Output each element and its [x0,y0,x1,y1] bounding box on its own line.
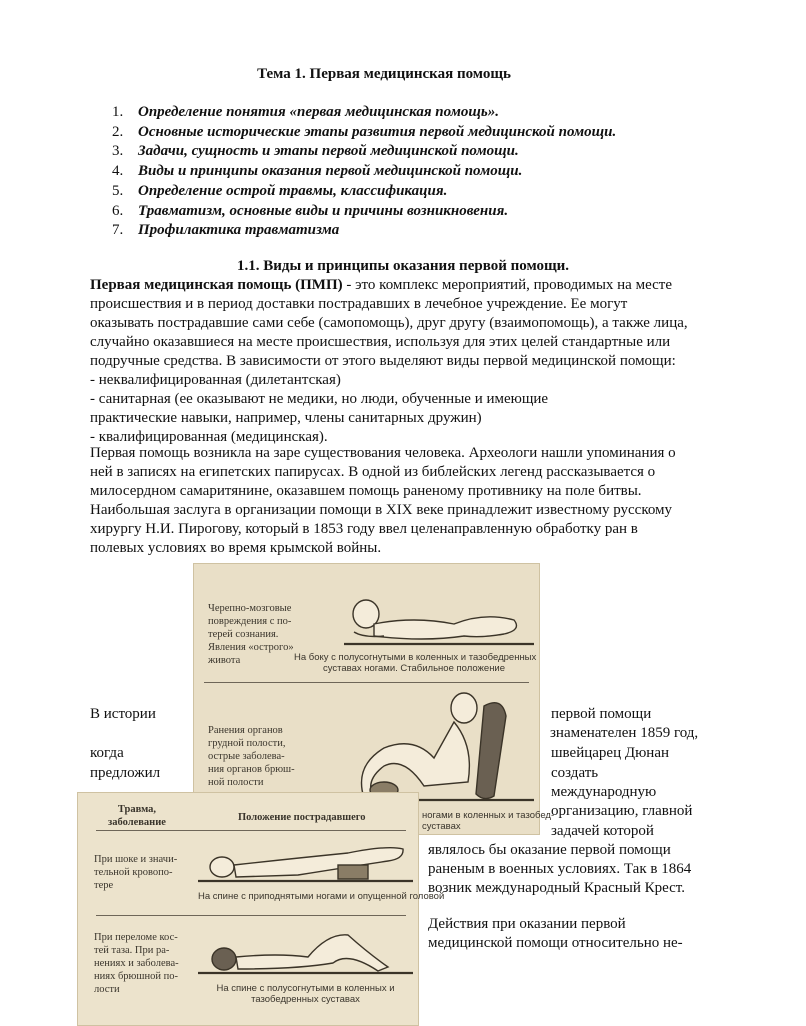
wrap-text-left: В истории [90,706,156,722]
topics-list [112,103,616,241]
supine-knees-bent-figure [198,923,413,979]
wrap-text-right: швейцарец Дюнан [551,745,670,761]
figure-bottom [77,792,445,1026]
figure-bottom-label-1: При шоке и значи- тельной кровопо- тере [94,854,178,891]
wrap-text-right: знаменателен 1859 год, [550,725,699,741]
wrap-text-continued: медицинской помощи относительно не- [428,935,683,951]
list-item: 2. Основные исторические этапы развития первой медицинской помощи. [112,123,617,140]
list-item: 7. Профилактика травматизма [112,222,340,239]
wrap-text-right: задачей которой [551,823,654,839]
side-lying-figure [344,586,534,650]
wrap-text-continued: раненым в военных условиях. Так в 1864 [428,861,692,877]
half-sitting-figure [344,686,534,806]
list-item: 6. Травматизм, основные виды и причины возникновения. [112,202,509,219]
divider [204,682,529,683]
wrap-text-continued: Действия при оказании первой [428,916,626,932]
figure-top-caption-2: ногами в коленных и тазобед- суставах [422,810,555,832]
figure-bottom-caption-1: На спине с приподнятыми ногами и опущенной головой [198,891,445,902]
divider [96,915,406,916]
supine-legs-raised-figure [198,837,413,887]
figure-top-caption-1: На боку с полусогнутыми в коленных и тазобедренных суставах ногами. Стабильное положение [294,652,537,674]
list-item: 5. Определение острой травмы, классификация. [112,182,448,199]
wrap-text-left: предложил [90,765,161,781]
column-header-position: Положение пострадавшего [238,812,366,823]
definition-paragraph: Первая медицинская помощь (ПМП) - это комплекс мероприятий, проводимых на месте происшествия и в период доставки пострадавших в лечебное учреждение. Ее могут оказывать пострадавшие сами себе (самопомощь), друг другу (взаимопомощь), а также лица, случайно оказавшиеся на месте происшествия, используя для этих целей стандартные или подручные средства. В зависимости от этого выделяют виды первой медицинской помощи: - неквалифицированная (дилетантская) - санитарная (ее оказывают не медики, но люди, обученные и имеющие практические навыки, например, члены санитарных дружин) - квалифицированная (медицинская). [90,277,688,445]
figure-top-label-1: Черепно-мозговые повреждения с по- терей сознания. Явления «острого» живота [208,603,294,666]
column-header-condition: Травма, заболевание [108,804,166,828]
list-item: 3. Задачи, сущность и этапы первой медицинской помощи. [112,143,519,160]
definition-term: Первая медицинская помощь (ПМП) [90,277,343,293]
wrap-text-continued: являлось бы оказание первой помощи [428,842,671,858]
section-heading: 1.1. Виды и принципы оказания первой помощи. [236,258,570,274]
divider [96,830,406,831]
figure-bottom-caption-2: На спине с полусогнутыми в коленных и тазобедренных суставах [216,983,395,1005]
page-title: Тема 1. Первая медицинская помощь [257,66,511,82]
wrap-text-continued: возник международный Красный Крест. [428,880,685,896]
history-paragraph: Первая помощь возникла на заре существования человека. Археологи нашли упоминания о ней в записях на египетских папирусах. В одной из библейских легенд рассказывается о милосердном самаритянине, оказавшем помощь раненому противнику на поле битвы. Наибольшая заслуга в организации помощи в XIX веке принадлежит известному русскому хирургу Н.И. Пирогову, который в 1853 году ввел целенаправленную обработку ран в полевых условиях во время крымской войны. [90,445,676,556]
wrap-text-right: организацию, главной [551,803,693,819]
wrap-text-right: международную [551,784,657,800]
figure-bottom-label-2: При переломе кос- тей таза. При ра- нениях и заболева- ниях брюшной по- лости [94,932,179,995]
figure-top-label-2: Ранения органов грудной полости, острые заболева- ния органов брюш- ной полости [208,725,295,788]
wrap-text-right: создать [551,765,599,781]
wrap-text-left: когда [90,745,124,761]
list-item: 1. Определение понятия «первая медицинская помощь». [112,104,499,120]
wrap-text-right: первой помощи [551,706,652,722]
list-item: 4. Виды и принципы оказания первой медицинской помощи. [112,163,523,180]
